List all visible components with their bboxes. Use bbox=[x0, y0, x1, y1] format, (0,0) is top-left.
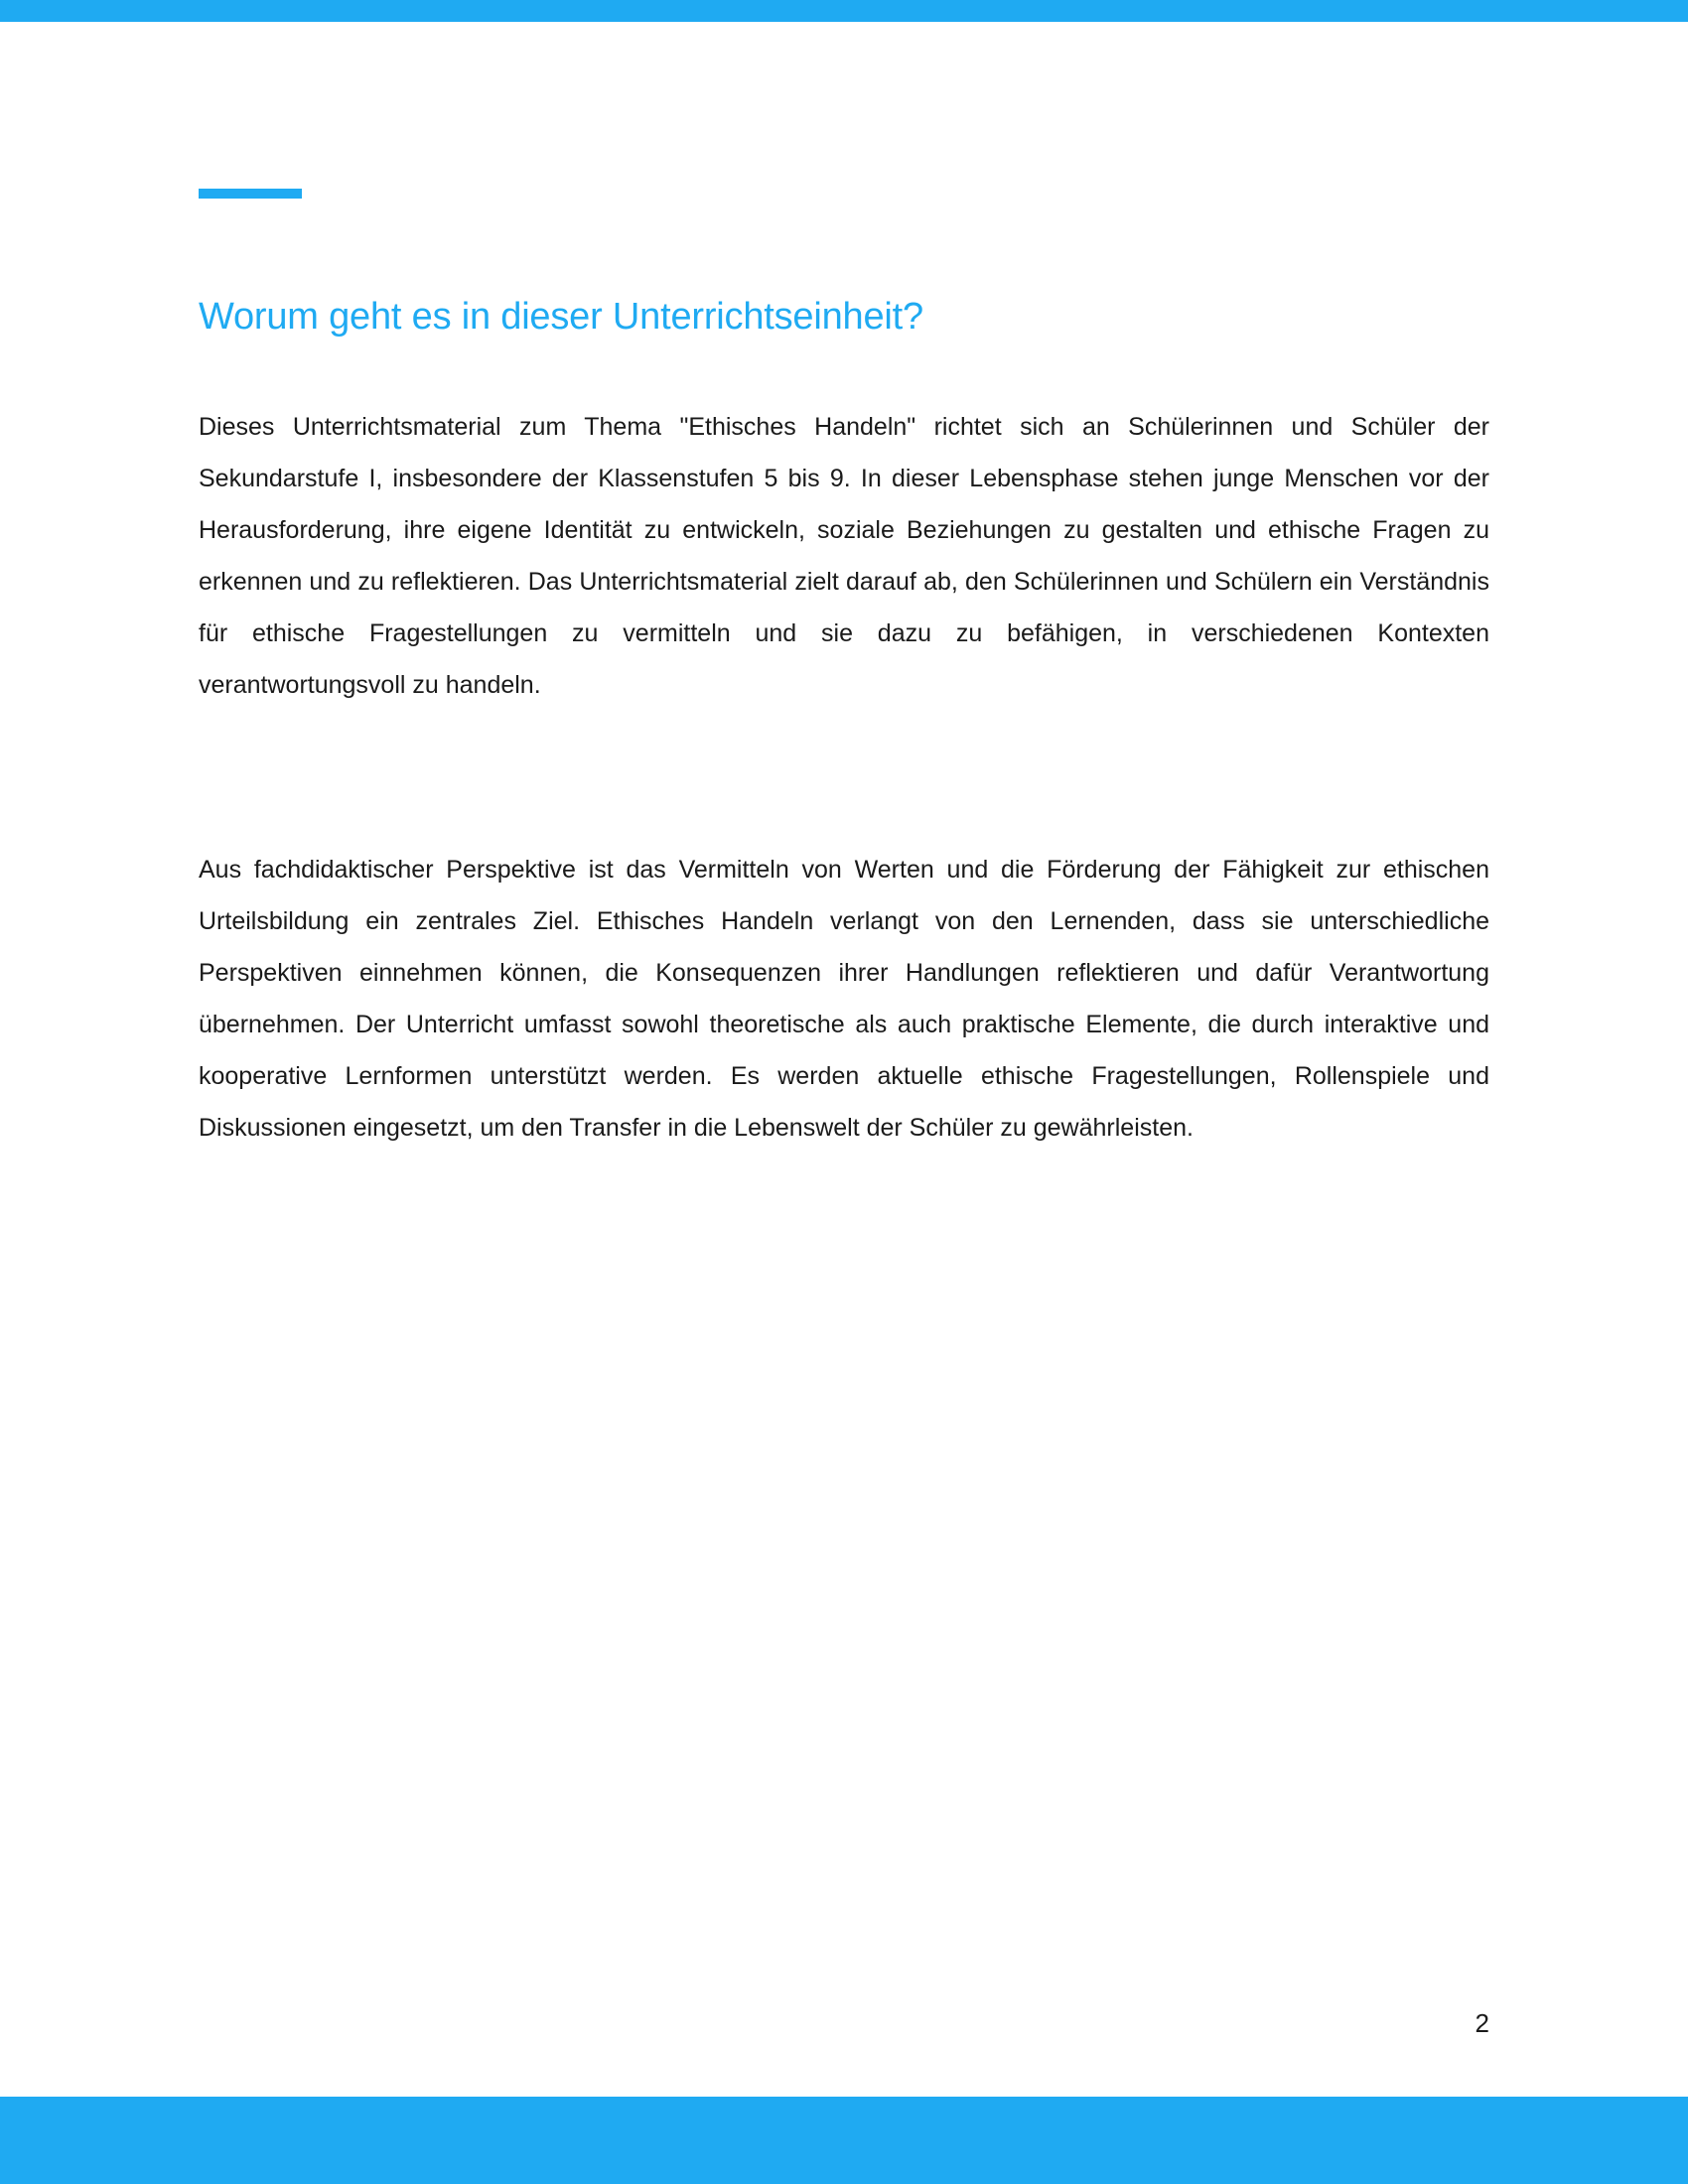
didactics-paragraph-block bbox=[199, 844, 1489, 1154]
intro-paragraph-block bbox=[199, 401, 1489, 711]
body-paragraph: Aus fachdidaktischer Perspektive ist das Vermitteln von Werten und die Förderung der Fähigkeit zur ethischen Urteilsbildung ein zentrales Ziel. Ethisches Handeln verlangt von den Lernenden, dass sie unterschiedliche Perspektiven einnehmen können, die Konsequenzen ihrer Handlungen reflektieren und dafür Verantwortung übernehmen. Der Unterricht umfasst sowohl theoretische als auch praktische Elemente, die durch interaktive und kooperative Lernformen unterstützt werden. Es werden aktuelle ethische Fragestellungen, Rollenspiele und Diskussionen eingesetzt, um den Transfer in die Lebenswelt der Schüler zu gewährleisten. bbox=[199, 856, 1489, 1142]
page-title: Worum geht es in dieser Unterrichtseinheit? bbox=[199, 296, 923, 338]
heading-accent-rule bbox=[199, 189, 302, 199]
page-content-column bbox=[199, 0, 1489, 2184]
page-number: 2 bbox=[1475, 2008, 1489, 2038]
bottom-accent-bar bbox=[0, 2097, 1688, 2184]
body-paragraph: Dieses Unterrichtsmaterial zum Thema "Ethisches Handeln" richtet sich an Schülerinnen und Schüler der Sekundarstufe I, insbesondere der Klassenstufen 5 bis 9. In dieser Lebensphase stehen junge Menschen vor der Herausforderung, ihre eigene Identität zu entwickeln, soziale Beziehungen zu gestalten und ethische Fragen zu erkennen und zu reflektieren. Das Unterrichtsmaterial zielt darauf ab, den Schülerinnen und Schülern ein Verständnis für ethische Fragestellungen zu vermitteln und sie dazu zu befähigen, in verschiedenen Kontexten verantwortungsvoll zu handeln. bbox=[199, 413, 1489, 699]
